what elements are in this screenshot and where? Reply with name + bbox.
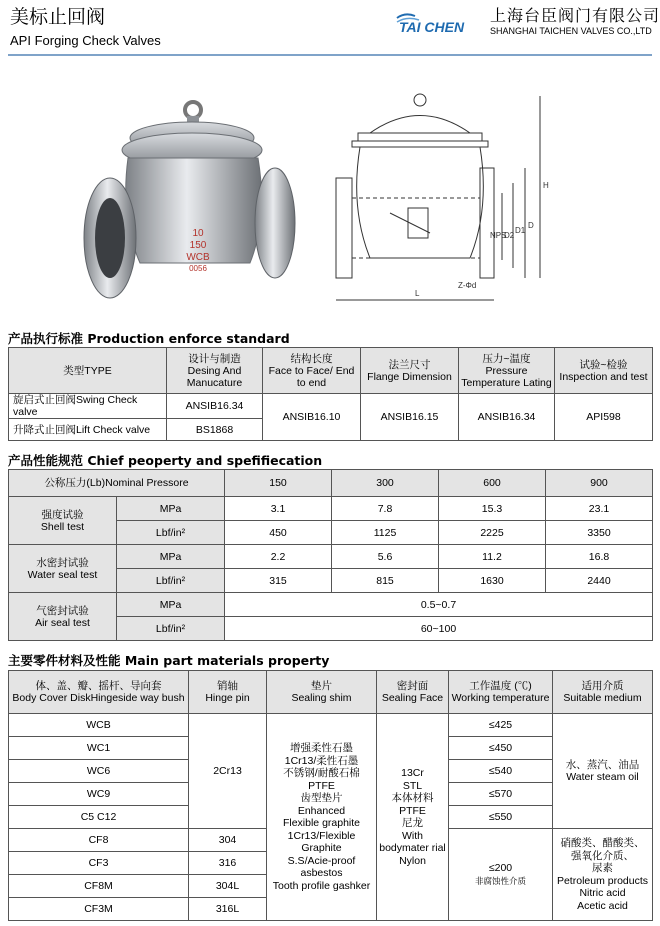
pin-304: 304 [189, 829, 267, 852]
section-performance-title: 产品性能规范 Chief peoperty and spefifiecation [8, 453, 323, 468]
shell-mpa-300: 7.8 [332, 497, 439, 521]
air-lbf-value: 60~100 [225, 617, 653, 641]
dim-label-l: L [415, 289, 420, 298]
design-swing: ANSIB16.34 [167, 394, 263, 419]
unit-mpa: MPa [117, 497, 225, 521]
page-title-en: API Forging Check Valves [10, 33, 161, 48]
marking-material: WCB [186, 252, 210, 263]
unit-lbf: Lbf/in² [117, 521, 225, 545]
shim-cell: 增强柔性石墨 1Cr13/柔性石墨 不锈钢/耐酸石棉 PTFE 齿型垫片 Enhanced Flexible graphite 1Cr13/Flexible Graphite S.S/Acie-proof asbestos Tooth profile gashker [267, 714, 377, 921]
body-cf3: CF3 [9, 852, 189, 875]
medium-ss: 硝酸类、醋酸类、 强氧化介质、 尿素 Petroleum products Nitric acid Acetic acid [553, 829, 653, 921]
dim-label-nps: NPS [490, 231, 507, 240]
shell-lbf-150: 450 [225, 521, 332, 545]
unit-lbf: Lbf/in² [117, 569, 225, 593]
company-name-cn: 上海台臣阀门有限公司 [490, 6, 660, 25]
header-title-block [10, 6, 161, 50]
pin-316: 316 [189, 852, 267, 875]
body-wc1: WC1 [9, 737, 189, 760]
header-temp: 工作温度 (℃) Working temperature [449, 671, 553, 714]
temp-wc6: ≤540 [449, 760, 553, 783]
valve-photo [80, 98, 300, 313]
table-row [9, 714, 653, 737]
table-row [9, 545, 653, 569]
pressure-150: 150 [225, 470, 332, 497]
taichen-logo [395, 10, 485, 36]
temp-wc1: ≤450 [449, 737, 553, 760]
technical-drawing [330, 88, 590, 310]
shell-mpa-600: 15.3 [439, 497, 546, 521]
design-lift: BS1868 [167, 419, 263, 441]
standards-table [8, 347, 653, 441]
shell-lbf-600: 2225 [439, 521, 546, 545]
body-wc9: WC9 [9, 783, 189, 806]
header-divider [8, 54, 652, 56]
table-row [9, 394, 653, 419]
pin-304l: 304L [189, 875, 267, 898]
header-medium: 适用介质 Suitable medium [553, 671, 653, 714]
header-face: 密封面 Sealing Face [377, 671, 449, 714]
body-wc6: WC6 [9, 760, 189, 783]
air-test-label: 气密封试验 Air seal test [9, 593, 117, 641]
dim-label-d1: D1 [515, 226, 526, 235]
header-design: 设计与制造 Desing And Manucature [167, 348, 263, 394]
header-body: 体、盖、瓣、摇杆、导向套 Body Cover DiskHingeside way bush [9, 671, 189, 714]
water-mpa-900: 16.8 [546, 545, 653, 569]
materials-table [8, 670, 653, 921]
page-title-cn: 美标止回阀 [10, 6, 106, 28]
company-name-en: SHANGHAI TAICHEN VALVES CO.,LTD [490, 26, 652, 36]
dim-label-h: H [543, 181, 549, 190]
dim-label-d2: D2 [504, 231, 515, 240]
water-test-label: 水密封试验 Water seal test [9, 545, 117, 593]
header-test: 试验~检验 Inspection and test [555, 348, 653, 394]
table-header-row [9, 671, 653, 714]
shell-lbf-300: 1125 [332, 521, 439, 545]
dim-label-d: D [528, 221, 534, 230]
table-header-row [9, 348, 653, 394]
nominal-pressure-row [9, 470, 653, 497]
face-value: ANSIB16.10 [263, 394, 361, 441]
header-pt: 压力~温度 Pressure Temperature Lating [459, 348, 555, 394]
air-mpa-value: 0.5~0.7 [225, 593, 653, 617]
section-standards-title: 产品执行标准 Production enforce standard [8, 331, 290, 346]
unit-mpa: MPa [117, 545, 225, 569]
shell-test-label: 强度试验 Shell test [9, 497, 117, 545]
logo-text: TAI CHEN [399, 19, 465, 35]
type-lift: 升降式止回阀Lift Check valve [9, 419, 167, 441]
pt-value: ANSIB16.34 [459, 394, 555, 441]
header-flange: 法兰尺寸 Flange Dimension [361, 348, 459, 394]
shell-mpa-900: 23.1 [546, 497, 653, 521]
body-cf8: CF8 [9, 829, 189, 852]
marking-pressure: 150 [189, 240, 207, 251]
body-cf3m: CF3M [9, 898, 189, 921]
unit-mpa: MPa [117, 593, 225, 617]
header-face: 结构长度 Face to Face/ End to end [263, 348, 361, 394]
temp-wc9: ≤570 [449, 783, 553, 806]
sealing-face-cell: 13Cr STL 本体材料 PTFE 尼龙 With bodymater rial Nylon [377, 714, 449, 921]
nominal-pressure-label: 公称压力(Lb)Nominal Pressore [9, 470, 225, 497]
temp-ss: ≤200 非腐蚀性介质 [449, 829, 553, 921]
marking-class-number: 10 [192, 228, 204, 239]
body-wcb: WCB [9, 714, 189, 737]
temp-wcb: ≤425 [449, 714, 553, 737]
type-swing: 旋启式止回阀Swing Check valve [9, 394, 167, 419]
body-cf8m: CF8M [9, 875, 189, 898]
pressure-900: 900 [546, 470, 653, 497]
header-type: 类型TYPE [9, 348, 167, 394]
header-shim: 垫片 Sealing shim [267, 671, 377, 714]
pin-316l: 316L [189, 898, 267, 921]
performance-table [8, 469, 653, 641]
header-pin: 销轴 Hinge pin [189, 671, 267, 714]
temp-c5c12: ≤550 [449, 806, 553, 829]
unit-lbf: Lbf/in² [117, 617, 225, 641]
section-materials-title: 主要零件材料及性能 Main part materials property [8, 653, 330, 668]
table-row [9, 497, 653, 521]
pin-2cr13: 2Cr13 [189, 714, 267, 829]
marking-serial: 0056 [189, 264, 207, 273]
body-c5c12: C5 C12 [9, 806, 189, 829]
water-lbf-150: 315 [225, 569, 332, 593]
pressure-600: 600 [439, 470, 546, 497]
water-mpa-300: 5.6 [332, 545, 439, 569]
flange-value: ANSIB16.15 [361, 394, 459, 441]
dim-label-z: Z-Φd [458, 281, 477, 290]
water-lbf-300: 815 [332, 569, 439, 593]
water-mpa-600: 11.2 [439, 545, 546, 569]
company-block [490, 6, 660, 37]
shell-lbf-900: 3350 [546, 521, 653, 545]
water-mpa-150: 2.2 [225, 545, 332, 569]
water-lbf-900: 2440 [546, 569, 653, 593]
water-lbf-600: 1630 [439, 569, 546, 593]
table-row [9, 593, 653, 617]
test-value: API598 [555, 394, 653, 441]
shell-mpa-150: 3.1 [225, 497, 332, 521]
medium-carbon: 水、蒸汽、油品 Water steam oil [553, 714, 653, 829]
pressure-300: 300 [332, 470, 439, 497]
